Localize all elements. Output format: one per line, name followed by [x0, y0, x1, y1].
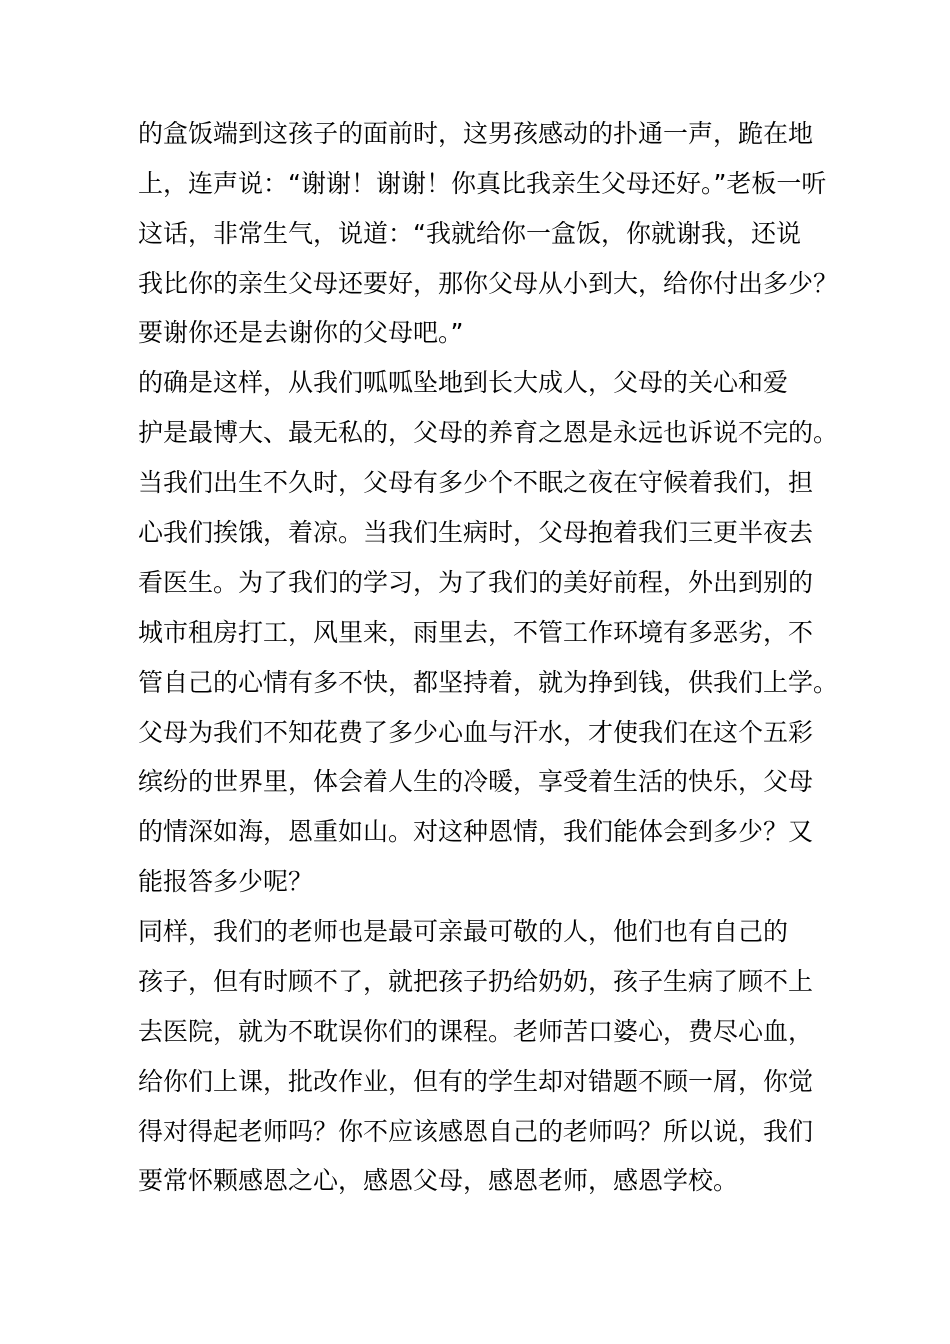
- text-line: 上，连声说：“谢谢！谢谢！你真比我亲生父母还好。”老板一听: [138, 169, 827, 198]
- text-line: 孩子，但有时顾不了，就把孩子扔给奶奶，孩子生病了顾不上: [138, 967, 814, 996]
- text-line: 城市租房打工，风里来，雨里去，不管工作环境有多恶劣，不: [138, 618, 814, 647]
- text-line: 同样，我们的老师也是最可亲最可敬的人，他们也有自己的: [138, 917, 789, 946]
- text-line: 得对得起老师吗？你不应该感恩自己的老师吗？所以说，我们: [138, 1117, 814, 1146]
- text-line: 我比你的亲生父母还要好，那你父母从小到大，给你付出多少？: [138, 269, 839, 298]
- text-line: 能报答多少呢？: [138, 867, 314, 896]
- text-line: 心我们挨饿，着凉。当我们生病时，父母抱着我们三更半夜去: [138, 518, 814, 547]
- text-line: 缤纷的世界里，体会着人生的冷暖，享受着生活的快乐，父母: [138, 767, 814, 796]
- text-line: 去医院，就为不耽误你们的课程。老师苦口婆心，费尽心血，: [138, 1017, 814, 1046]
- text-line: 当我们出生不久时，父母有多少个不眠之夜在守候着我们，担: [138, 468, 814, 497]
- text-line: 要谢你还是去谢你的父母吧。”: [138, 318, 464, 347]
- text-line: 的确是这样，从我们呱呱坠地到长大成人，父母的关心和爱: [138, 368, 789, 397]
- text-line: 的盒饭端到这孩子的面前时，这男孩感动的扑通一声，跪在地: [138, 119, 814, 148]
- text-line: 的情深如海，恩重如山。对这种恩情，我们能体会到多少？又: [138, 817, 814, 846]
- text-line: 看医生。为了我们的学习，为了我们的美好前程，外出到别的: [138, 568, 814, 597]
- text-line: 给你们上课，批改作业，但有的学生却对错题不顾一屑，你觉: [138, 1067, 814, 1096]
- text-line: 要常怀颗感恩之心，感恩父母，感恩老师，感恩学校。: [138, 1166, 739, 1195]
- text-line: 护是最博大、最无私的，父母的养育之恩是永远也诉说不完的。: [138, 418, 839, 447]
- text-line: 这话，非常生气，说道：“我就给你一盒饭，你就谢我，还说: [138, 219, 801, 248]
- text-line: 父母为我们不知花费了多少心血与汗水，才使我们在这个五彩: [138, 718, 814, 747]
- text-line: 管自己的心情有多不快，都坚持着，就为挣到钱，供我们上学。: [138, 668, 839, 697]
